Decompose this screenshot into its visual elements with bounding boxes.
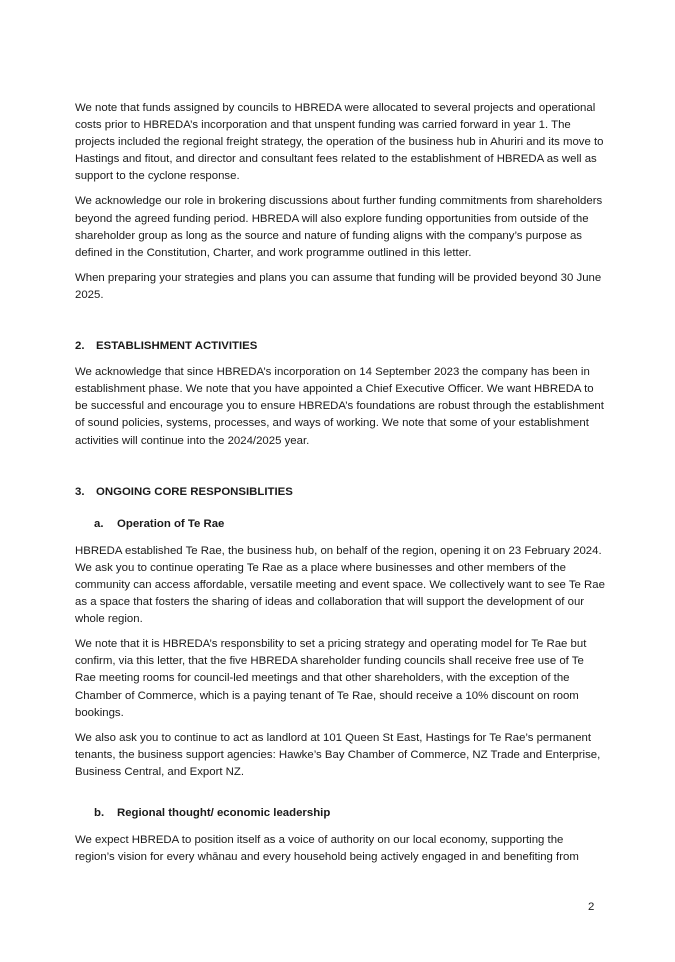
- section-3a-title: Operation of Te Rae: [117, 517, 225, 530]
- section-3b-title: Regional thought/ economic leadership: [117, 807, 331, 819]
- section-2-paragraph-1: We acknowledge that since HBREDA’s incorporation on 14 September 2023 the company has been in establishment phase. We note that you have appointed a Chief Executive Officer. We want HBREDA to be successful and encourage you to ensure HBREDA’s foundations are robust through the establishment of sound policies, systems, processes, and ways of working. We note that some of your establishment activities will continue into the 2024/2025 year.: [75, 366, 604, 447]
- section-3-number: 3.: [75, 485, 85, 498]
- section-3b-paragraph-1: We expect HBREDA to position itself as a voice of authority on our local economy, supporting the region’s vision for every whānau and every household being actively engaged in and benefiting from: [75, 834, 579, 864]
- section-3a-paragraph-3: We also ask you to continue to act as landlord at 101 Queen St East, Hastings for Te Rae’s permanent tenants, the business support agencies: Hawke’s Bay Chamber of Commerce, NZ Trade and Enterprise, Business Central, and Export NZ.: [75, 731, 601, 778]
- section-2-number: 2.: [75, 340, 85, 353]
- section-3a-paragraph-2: We note that it is HBREDA’s responsbility to set a pricing strategy and operating model for Te Rae but confirm, via this letter, that the five HBREDA shareholder funding councils shall receive free use of Te Rae meeting rooms for council-led meetings and that other shareholders, with the exception of the Chamber of Commerce, which is a paying tenant of Te Rae, should receive a 10% discount on room bookings.: [75, 638, 587, 719]
- page-number: 2: [588, 901, 595, 913]
- letter-body: [75, 100, 605, 874]
- section-3-title: ONGOING CORE RESPONSIBLITIES: [96, 485, 293, 498]
- section-3a-heading: [94, 516, 605, 533]
- section-2-title: ESTABLISHMENT ACTIVITIES: [96, 340, 258, 353]
- section-3a-letter: a.: [94, 517, 104, 530]
- section-3b-heading: [94, 805, 605, 822]
- section-2-heading: [75, 338, 605, 355]
- section-3-heading: [75, 484, 605, 501]
- intro-paragraph-1: We note that funds assigned by councils to HBREDA were allocated to several projects and operational costs prior to HBREDA’s incorporation and that unspent funding was carried forward in year 1. The projects included the regional freight strategy, the operation of the business hub in Ahuriri and its move to Hastings and fitout, and director and consultant fees related to the establishment of HBREDA as well as support to the cyclone response.: [75, 102, 604, 183]
- section-3b-letter: b.: [94, 807, 105, 819]
- intro-paragraph-3: When preparing your strategies and plans you can assume that funding will be provided beyond 30 June 2025.: [75, 271, 602, 301]
- section-3a-paragraph-1: HBREDA established Te Rae, the business hub, on behalf of the region, opening it on 23 February 2024. We ask you to continue operating Te Rae as a place where businesses and other members of the community can access affordable, versatile meeting and event space. We collectively want to see Te Rae as a space that fosters the sharing of ideas and collaboration that will support the development of our whole region.: [75, 544, 605, 626]
- intro-paragraph-2: We acknowledge our role in brokering discussions about further funding commitments from shareholders beyond the agreed funding period. HBREDA will also explore funding opportunities from outside of the shareholder group as long as the source and nature of funding aligns with the company’s purpose as defined in the Constitution, Charter, and work programme outlined in this letter.: [75, 195, 603, 259]
